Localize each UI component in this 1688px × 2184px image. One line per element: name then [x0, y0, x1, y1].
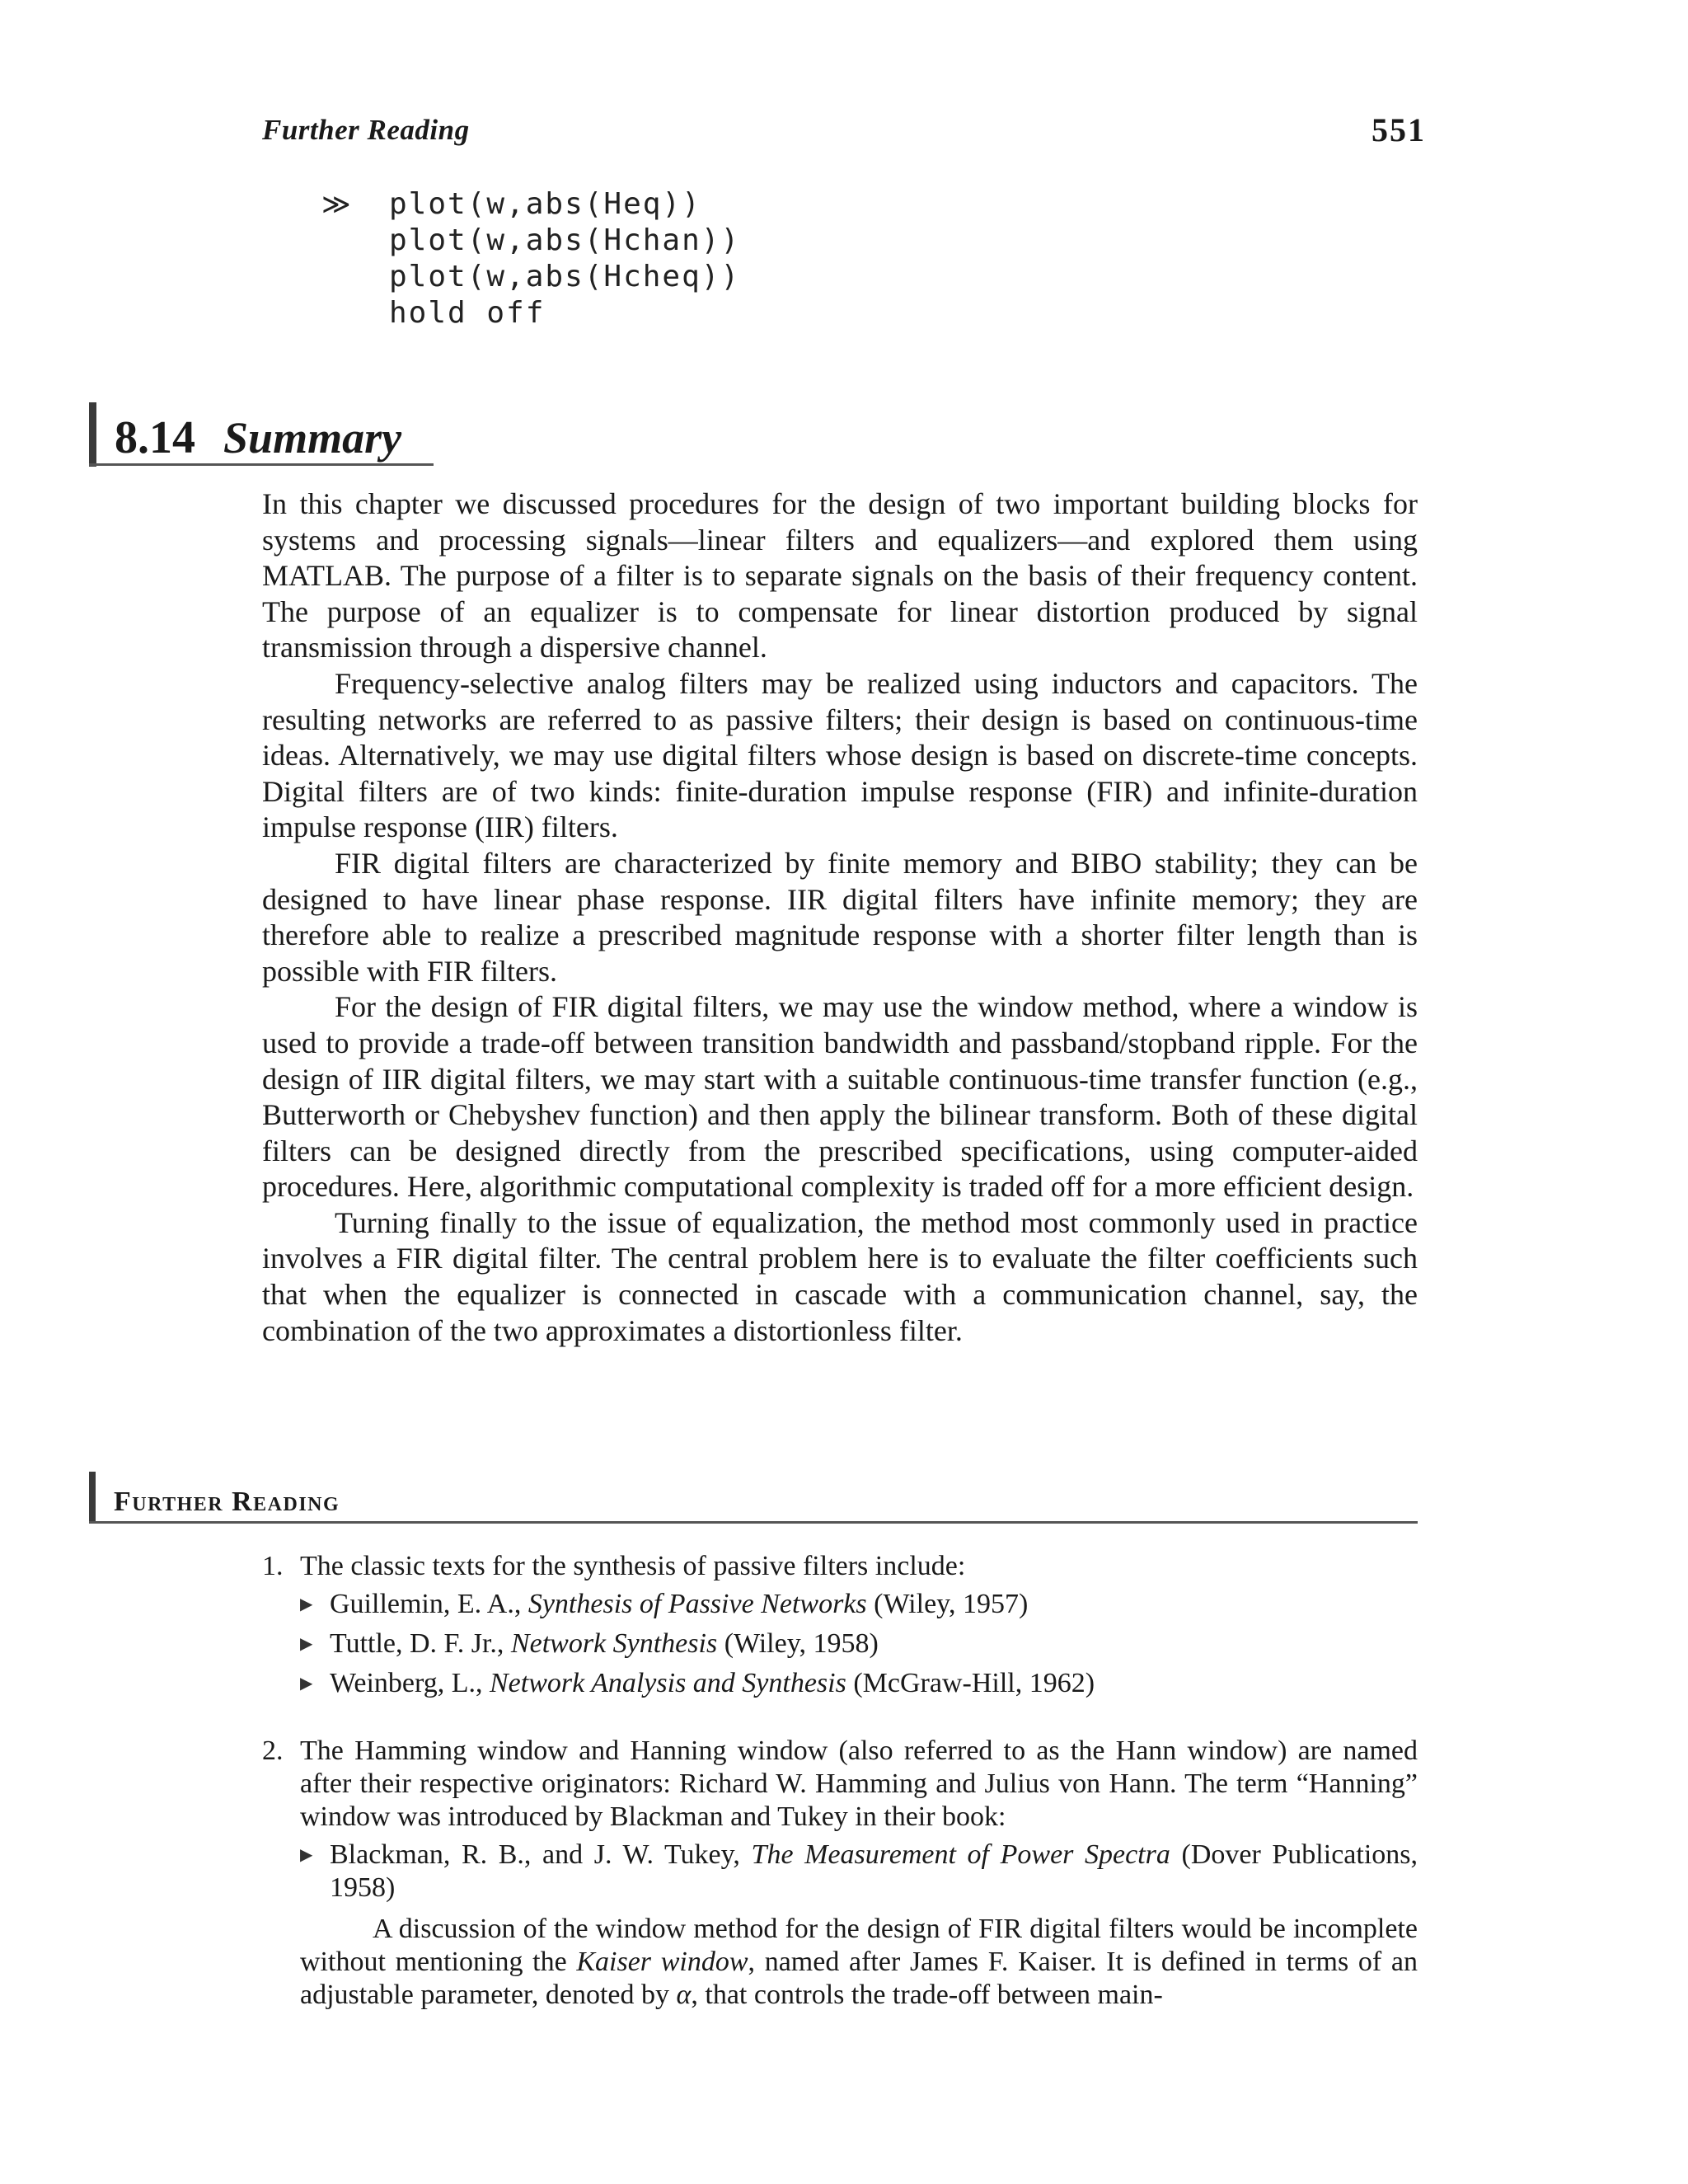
page-number: 551	[1372, 111, 1426, 148]
further-reading-title: Further Reading	[114, 1487, 340, 1517]
reading-item-content	[300, 1735, 1418, 2012]
further-reading-rule	[89, 1521, 1418, 1524]
summary-paragraph: In this chapter we discussed procedures for the design of two important building blocks for systems and processing signals—linear filters and equalizers—and explored them using MATLAB. The purpose of a filter is to separate signals on the basis of their frequency content. The purpose of an equalizer is to compensate for linear distortion produced by signal transmission through a dispersive channel.	[262, 487, 1418, 665]
reference-author: Guillemin, E. A.,	[330, 1589, 528, 1619]
reference-title: Synthesis of Passive Networks	[528, 1589, 867, 1619]
matlab-code-block	[321, 186, 740, 331]
reference-text	[330, 1627, 1418, 1660]
reference-publisher: (Wiley, 1958)	[717, 1628, 879, 1659]
code-line-text: plot(w,abs(Hchan))	[389, 223, 741, 257]
summary-paragraph: FIR digital filters are characterized by finite memory and BIBO stability; they can be designed to have linear phase response. IIR digital filters have infinite memory; they are therefore able to realize a prescribed magnitude response with a shorter filter length than is possible with FIR filters.	[262, 846, 1418, 988]
reference-text	[330, 1588, 1418, 1621]
command-prompt: ≫	[321, 188, 353, 221]
paragraph-text: , that controls the trade-off between main-	[691, 1980, 1163, 2010]
reading-item-number: 1.	[262, 1551, 284, 1581]
section-number: 8.14	[115, 412, 195, 463]
code-line-text: plot(w,abs(Hcheq))	[389, 260, 741, 294]
running-head: Further Reading	[262, 114, 470, 146]
bullet-triangle-icon: ▶	[300, 1674, 313, 1693]
emphasized-term: Kaiser window	[576, 1947, 748, 1977]
code-line	[321, 186, 740, 223]
summary-paragraph: For the design of FIR digital filters, we may use the window method, where a window is used to provide a trade-off between transition bandwidth and passband/stopband ripple. For the design of IIR digital filters, we may start with a suitable continuous-time transfer function (e.g., Butterworth or Chebyshev function) and then apply the bilinear transform. Both of these digital filters can be designed directly from the prescribed specifications, using computer-aided procedures. Here, algorithmic computational complexity is traded off for a more efficient design.	[262, 990, 1418, 1204]
summary-body	[262, 486, 1418, 1349]
section-title: Summary	[223, 413, 402, 463]
reference-publisher: (Wiley, 1957)	[866, 1589, 1029, 1619]
code-line	[321, 295, 740, 331]
reading-item-content	[300, 1550, 1418, 1707]
paragraph-text: , named after James F. Kaiser. It is defined in terms of an adjustable parameter, denoted by	[300, 1947, 1418, 2010]
reference-entry	[300, 1588, 1418, 1621]
reference-author: Weinberg, L.,	[330, 1668, 490, 1698]
reference-list	[300, 1588, 1418, 1700]
section-heading	[89, 396, 401, 467]
section-marker-bar	[89, 402, 96, 467]
math-symbol: α	[676, 1980, 692, 2010]
reference-title: The Measurement of Power Spectra	[751, 1839, 1170, 1870]
section-underline	[89, 463, 434, 466]
reading-item	[262, 1735, 1418, 2012]
reading-item-text: The classic texts for the synthesis of passive filters include:	[300, 1551, 966, 1581]
reference-author: Tuttle, D. F. Jr.,	[330, 1628, 511, 1659]
code-line	[321, 223, 740, 259]
reading-item	[262, 1550, 1418, 1707]
reference-title: Network Analysis and Synthesis	[489, 1668, 846, 1698]
code-line-text: hold off	[389, 296, 546, 330]
reference-entry	[300, 1627, 1418, 1660]
paragraph-text: A discussion of the window method for the design of FIR digital filters would be incomplete without mentioning the	[300, 1914, 1418, 1977]
reading-item-number: 2.	[262, 1735, 284, 1766]
reference-entry	[300, 1839, 1418, 1905]
reference-author: Blackman, R. B., and J. W. Tukey,	[330, 1839, 752, 1870]
bullet-triangle-icon: ▶	[300, 1595, 313, 1613]
reference-entry	[300, 1667, 1418, 1700]
further-reading-heading	[89, 1472, 340, 1521]
further-reading-list	[262, 1550, 1418, 2040]
reference-text	[330, 1839, 1418, 1905]
bullet-triangle-icon: ▶	[300, 1846, 313, 1864]
reference-title: Network Synthesis	[510, 1628, 718, 1659]
summary-paragraph: Frequency-selective analog filters may be realized using inductors and capacitors. The resulting networks are referred to as passive filters; their design is based on continuous-time ideas. Alternatively, we may use digital filters whose design is based on discrete-time concepts. Digital filters are of two kinds: finite-duration impulse response (FIR) and infinite-duration impulse response (IIR) filters.	[262, 666, 1418, 844]
code-line	[321, 259, 740, 295]
reference-text	[330, 1667, 1418, 1700]
reference-publisher: (Dover Publications, 1958)	[330, 1839, 1418, 1903]
reading-item-text: The Hamming window and Hanning window (also referred to as the Hann window) are named after their respective originators: Richard W. Hamming and Julius von Hann. The term “Hanning” window was introduced by Blackman and Tukey in their book:	[300, 1735, 1418, 1832]
reference-publisher: (McGraw-Hill, 1962)	[846, 1668, 1095, 1698]
reference-list	[300, 1839, 1418, 1905]
section-marker-bar	[89, 1472, 96, 1521]
code-line-text: plot(w,abs(Heq))	[389, 187, 701, 221]
bullet-triangle-icon: ▶	[300, 1635, 313, 1653]
kaiser-window-paragraph	[300, 1913, 1418, 2012]
summary-paragraph: Turning finally to the issue of equalization, the method most commonly used in practice involves a FIR digital filter. The central problem here is to evaluate the filter coefficients such that when the equalizer is connected in cascade with a communication channel, say, the combination of the two approximates a distortionless filter.	[262, 1205, 1418, 1347]
